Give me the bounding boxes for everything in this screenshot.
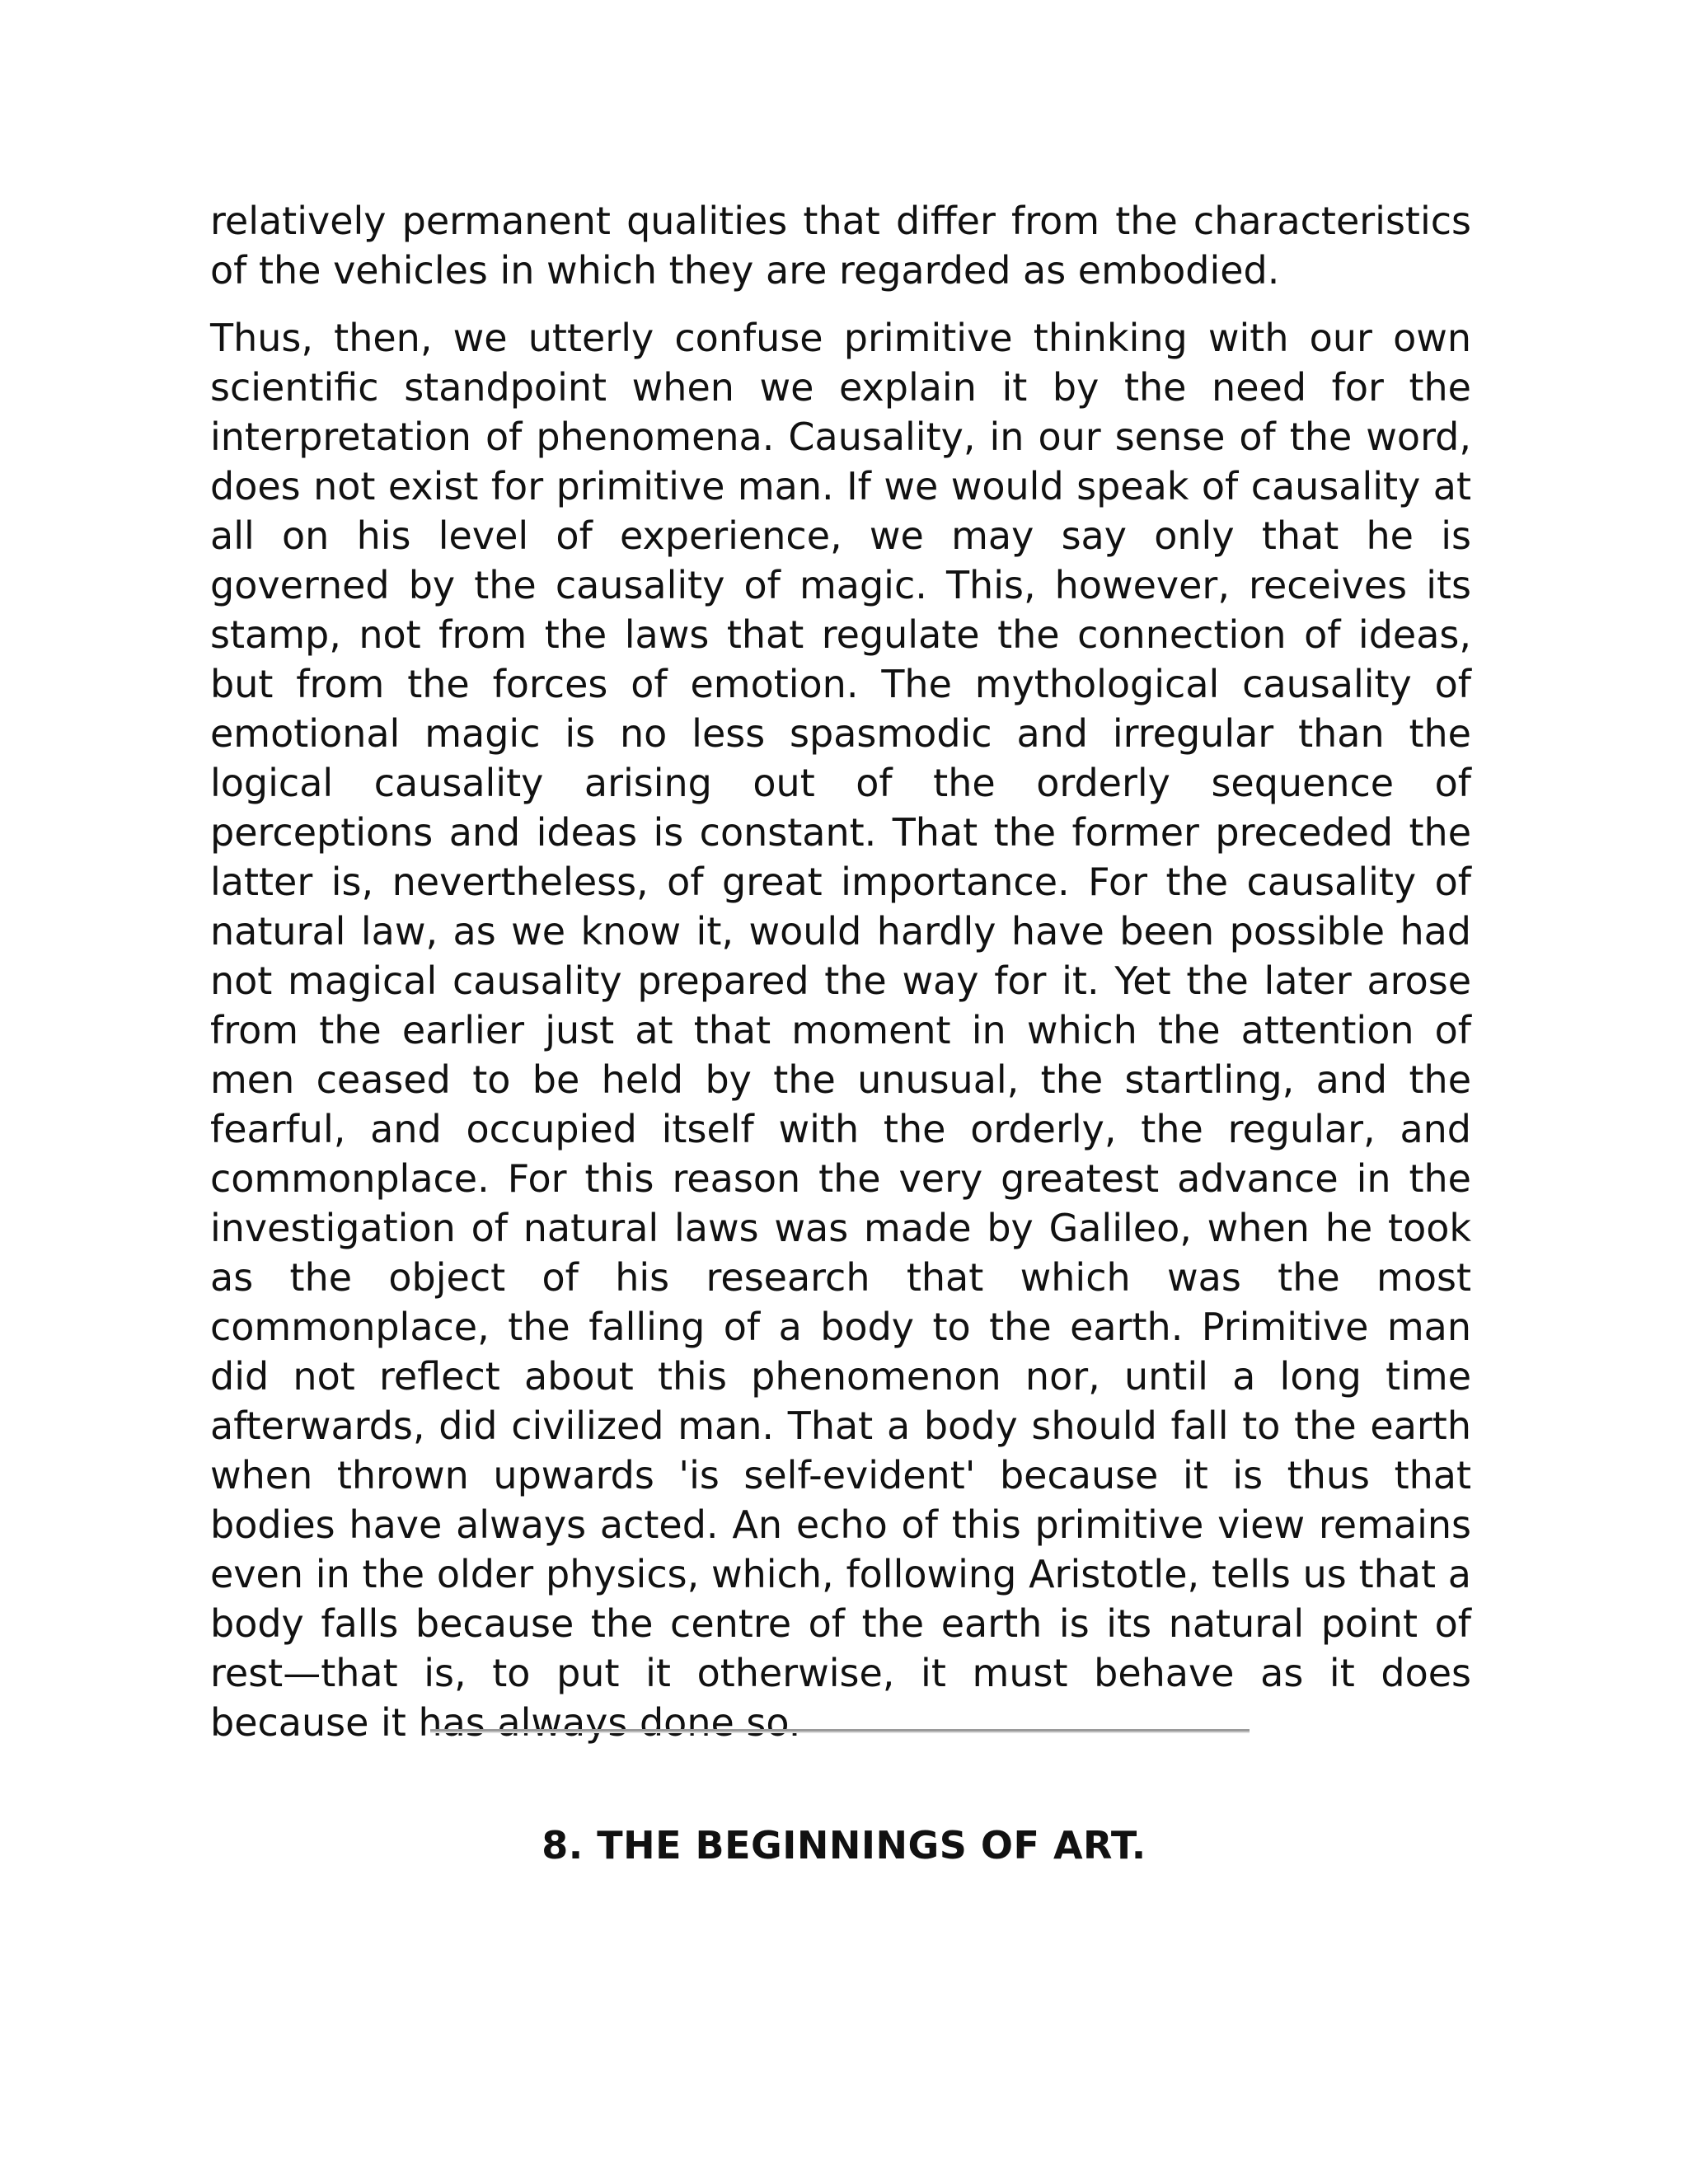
paragraph-causality: Thus, then, we utterly confuse primitive thinking with our own scientific standpoint when we explain it by the need for the interpretation of phenomena. Causality, in our sense of the word, does not exist for primitive man. If we would speak of causality at all on his level of experience, we may say only that he is governed by the causality of magic. This, however, receives its stamp, not from the laws that regulate the connection of ideas, but from the forces of emotion. The mythological causality of emotional magic is no less spasmodic and irregular than the logical causality arising out of the orderly sequence of perceptions and ideas is constant. That the former preceded the latter is, nevertheless, of great importance. For the causality of natural law, as we know it, would hardly have been possible had not magical causality prepared the way for it. Yet the later arose from the earlier just at that moment in which the attention of men ceased to be held by the unusual, the startling, and the fearful, and occupied itself with the orderly, the regular, and commonplace. For this reason the very greatest advance in the investigation of natural laws was made by Galileo, when he took as the object of his research that which was the most commonplace, the falling of a body to the earth. Primitive man did not reflect about this phenomenon nor, until a long time afterwards, did civilized man. That a body should fall to the earth when thrown upwards 'is self-evident' because it is thus that bodies have always acted. An echo of this primitive view remains even in the older physics, which, following Aristotle, tells us that a body falls because the centre of the earth is its natural point of rest—that is, to put it otherwise, it must behave as it does because it has always done so. [210, 316, 1471, 1745]
body-text [210, 196, 1471, 1747]
section-heading: 8. THE BEGINNINGS OF ART. [542, 1823, 1146, 1868]
paragraph-continued: relatively permanent qualities that differ from the characteristics of the vehicles in which they are regarded as embodied. [210, 199, 1471, 293]
section-divider [430, 1729, 1250, 1733]
